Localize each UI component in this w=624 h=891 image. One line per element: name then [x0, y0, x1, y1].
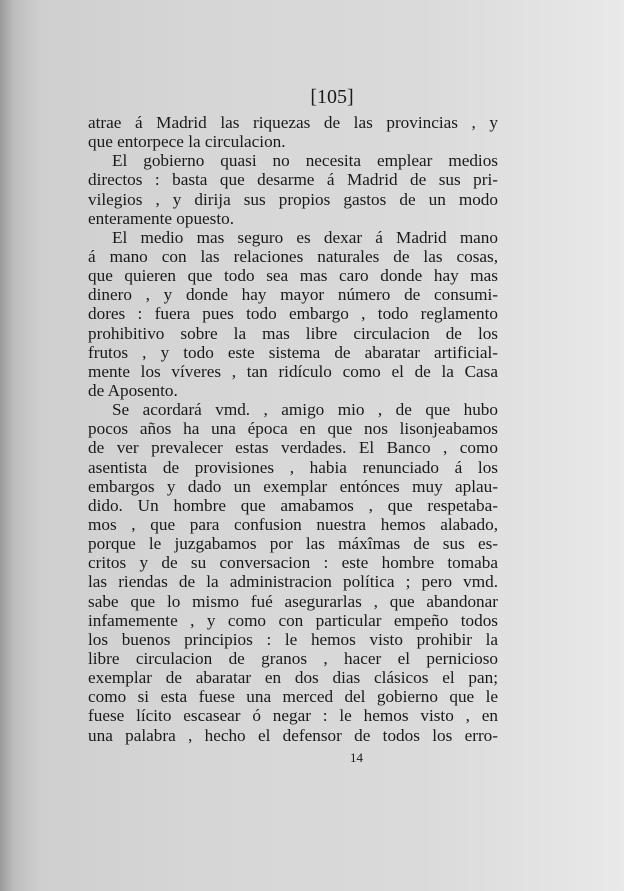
text-line: que quieren que todo sea mas caro donde hay mas [88, 266, 498, 286]
text-line: mente los víveres , tan ridículo como el de la Casa [88, 361, 498, 381]
text-line: El medio mas seguro es dexar á Madrid mano [112, 227, 498, 247]
text-line: de Aposento. [88, 380, 178, 400]
text-line: critos y de su conversacion : este hombre tomaba [88, 553, 498, 573]
text-line: dinero , y donde hay mayor número de consumi- [88, 285, 498, 305]
page-number: [105] [310, 86, 354, 108]
text-line: dores : fuera pues todo embargo , todo reglamento [88, 304, 498, 324]
text-line: asentista de provisiones , habia renunciado á los [88, 457, 498, 477]
text-line: El gobierno quasi no necesita emplear medios [112, 151, 498, 171]
text-line: frutos , y todo este sistema de abaratar artificial- [88, 342, 498, 362]
text-line: fuese lícito escasear ó negar : le hemos visto , en [88, 706, 498, 726]
text-line: á mano con las relaciones naturales de las cosas, [88, 246, 498, 266]
text-line: vilegios , y dirija sus propios gastos de un modo [88, 189, 498, 209]
text-line: atrae á Madrid las riquezas de las provincias , y [88, 113, 498, 132]
text-line: directos : basta que desarme á Madrid de sus pri- [88, 170, 498, 190]
text-line: libre circulacion de granos , hacer el pernicioso [88, 648, 498, 668]
text-line: exemplar de abaratar en dos dias clásicos el pan; [88, 668, 498, 688]
text-line: prohibitivo sobre la mas libre circulacion de los [88, 323, 498, 343]
text-line: que entorpece la circulacion. [88, 132, 286, 152]
text-line: una palabra , hecho el defensor de todos los erro- [88, 725, 498, 745]
body-text [88, 113, 498, 745]
text-line: mos , que para confusion nuestra hemos alabado, [88, 514, 498, 534]
text-line: enteramente opuesto. [88, 208, 235, 228]
text-line: como si esta fuese una merced del gobierno que le [88, 687, 498, 707]
signature-mark: 14 [350, 750, 363, 765]
text-line: pocos años ha una época en que nos lisonjeabamos [88, 419, 498, 439]
text-line: porque le juzgabamos por las máxîmas de sus es- [88, 534, 498, 554]
text-line: las riendas de la administracion política ; pero vmd. [88, 572, 498, 592]
text-line: infamemente , y como con particular empeño todos [88, 610, 498, 630]
text-line: de ver prevalecer estas verdades. El Banco , como [88, 438, 498, 458]
text-line: embargos y dado un exemplar entónces muy aplau- [88, 476, 498, 496]
text-line: dido. Un hombre que amabamos , que respetaba- [88, 495, 498, 515]
text-line: Se acordará vmd. , amigo mio , de que hubo [112, 400, 498, 420]
text-line: los buenos principios : le hemos visto prohibir la [88, 629, 498, 649]
text-line: sabe que lo mismo fué asegurarlas , que abandonar [88, 591, 498, 611]
